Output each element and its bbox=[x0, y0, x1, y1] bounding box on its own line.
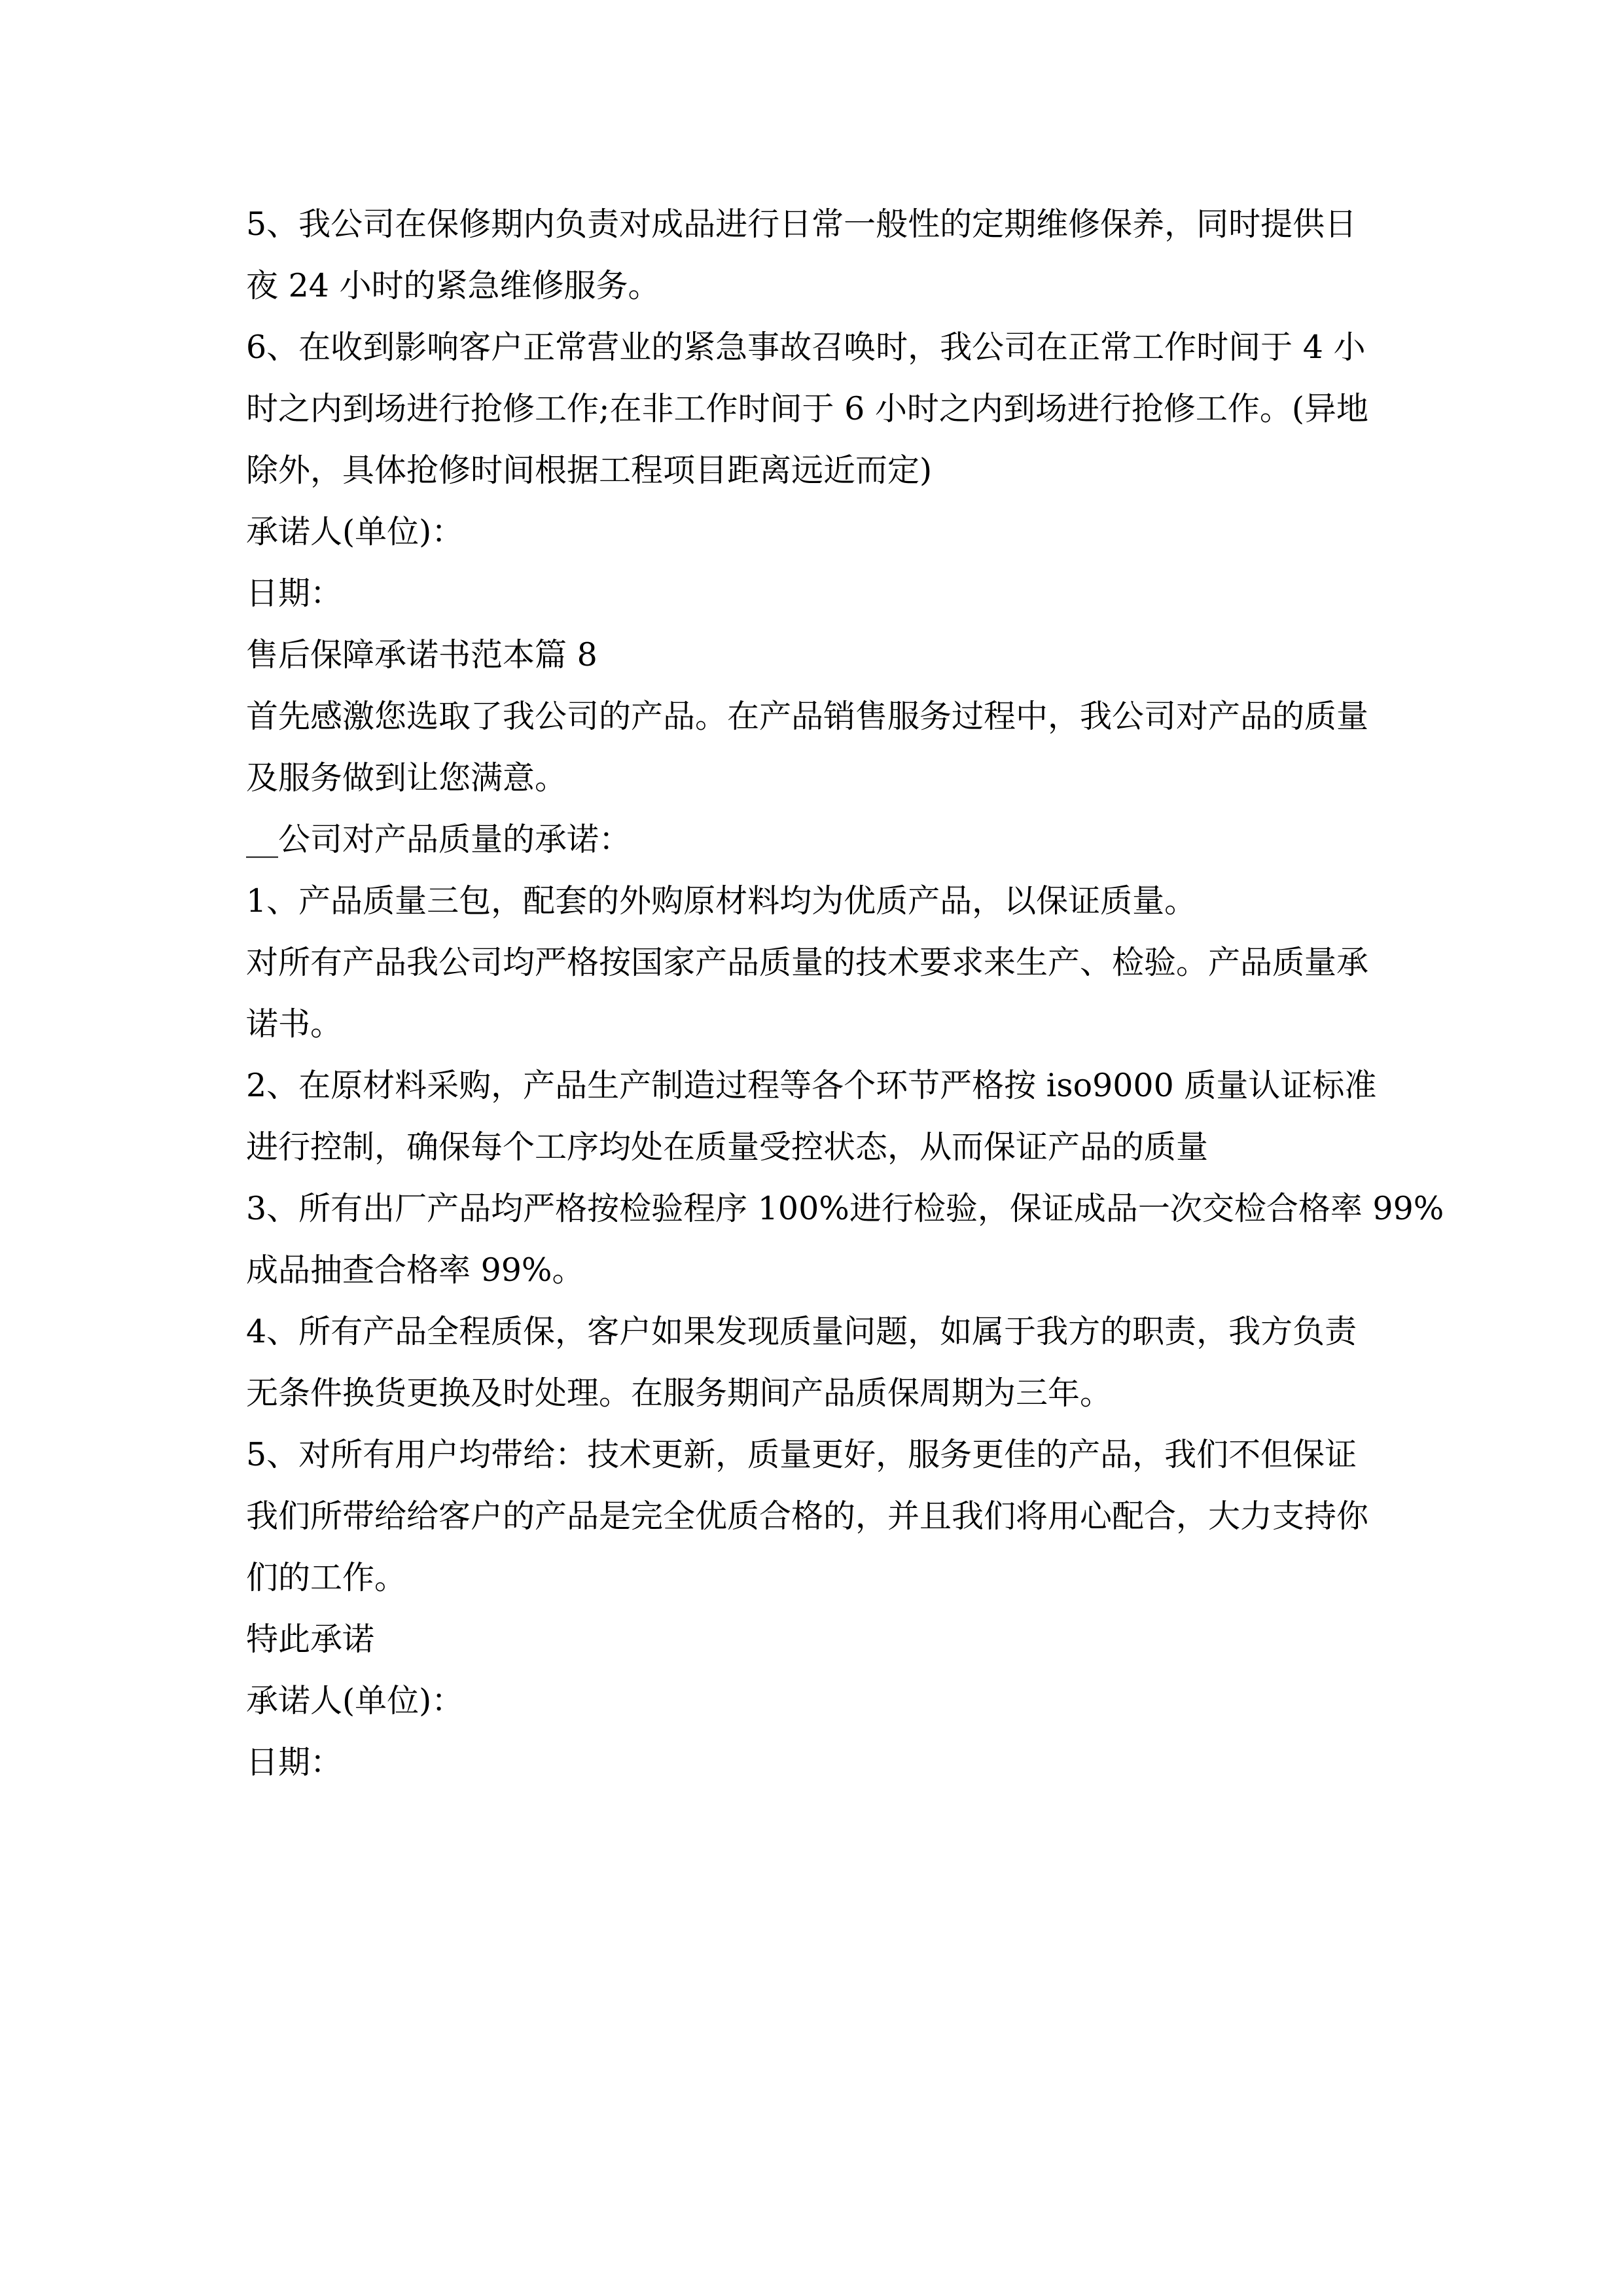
paragraph-line: 对所有产品我公司均严格按国家产品质量的技术要求来生产、检验。产品质量承 bbox=[246, 944, 1369, 981]
document-body bbox=[246, 194, 1444, 1793]
paragraph-line: 无条件换货更换及时处理。在服务期间产品质保周期为三年。 bbox=[246, 1374, 1113, 1412]
paragraph-line: 我们所带给给客户的产品是完全优质合格的，并且我们将用心配合，大力支持你 bbox=[246, 1498, 1369, 1535]
paragraph-line: 5、我公司在保修期内负责对成品进行日常一般性的定期维修保养，同时提供日 bbox=[246, 206, 1357, 243]
date-label: 日期： bbox=[246, 575, 343, 612]
paragraph-line: 3、所有出厂产品均严格按检验程序 100%进行检验，保证成品一次交检合格率 99% bbox=[246, 1190, 1444, 1227]
paragraph-line: 夜 24 小时的紧急维修服务。 bbox=[246, 267, 660, 304]
signatory-label: 承诺人(单位)： bbox=[246, 1682, 464, 1719]
paragraph-line: 4、所有产品全程质保，客户如果发现质量问题，如属于我方的职责，我方负责 bbox=[246, 1313, 1357, 1350]
paragraph-line: __公司对产品质量的承诺： bbox=[246, 821, 632, 858]
paragraph-line: 时之内到场进行抢修工作;在非工作时间于 6 小时之内到场进行抢修工作。(异地 bbox=[246, 390, 1368, 427]
paragraph-line: 5、对所有用户均带给：技术更新，质量更好，服务更佳的产品，我们不但保证 bbox=[246, 1436, 1357, 1473]
paragraph-line: 6、在收到影响客户正常营业的紧急事故召唤时，我公司在正常工作时间于 4 小 bbox=[246, 329, 1366, 366]
paragraph-line: 们的工作。 bbox=[246, 1559, 407, 1596]
paragraph-line: 成品抽查合格率 99%。 bbox=[246, 1251, 584, 1289]
closing-statement: 特此承诺 bbox=[246, 1621, 375, 1658]
signatory-label: 承诺人(单位)： bbox=[246, 513, 464, 550]
paragraph-line: 2、在原材料采购，产品生产制造过程等各个环节严格按 iso9000 质量认证标准 bbox=[246, 1067, 1377, 1104]
paragraph-line: 及服务做到让您满意。 bbox=[246, 759, 567, 797]
paragraph-line: 首先感激您选取了我公司的产品。在产品销售服务过程中，我公司对产品的质量 bbox=[246, 698, 1369, 735]
paragraph-line: 除外，具体抢修时间根据工程项目距离远近而定) bbox=[246, 452, 933, 489]
paragraph-line: 1、产品质量三包，配套的外购原材料均为优质产品，以保证质量。 bbox=[246, 882, 1197, 920]
paragraph-line: 诺书。 bbox=[246, 1005, 343, 1043]
section-title: 售后保障承诺书范本篇 8 bbox=[246, 636, 597, 673]
paragraph-line: 进行控制，确保每个工序均处在质量受控状态，从而保证产品的质量 bbox=[246, 1128, 1209, 1166]
date-label: 日期： bbox=[246, 1744, 343, 1781]
